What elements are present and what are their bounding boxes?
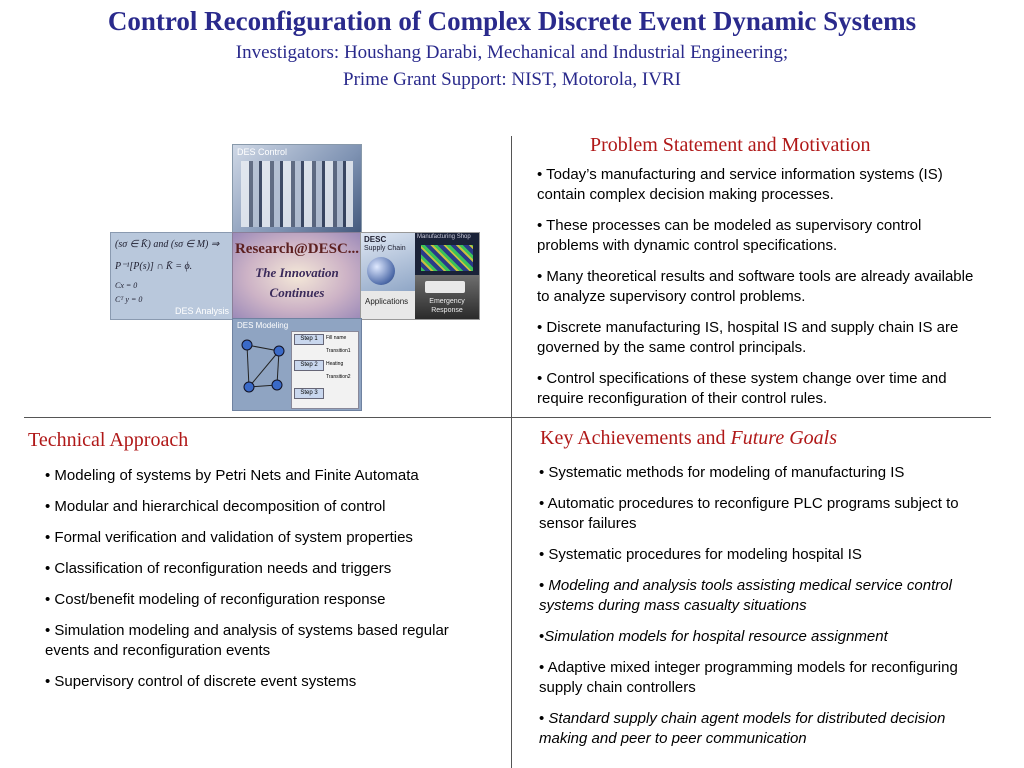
bullet: • (539, 577, 549, 594)
transition-1: Transition1 (326, 348, 351, 354)
bullet: • (539, 464, 549, 481)
emergency-panel (415, 275, 479, 319)
emergency-label: Emergency Response (429, 298, 465, 314)
list-item: • Modular and hierarchical decomposition of control (45, 498, 386, 515)
transition-2: Transition2 (326, 374, 351, 380)
des-modeling-label: DES Modeling (237, 321, 289, 330)
item-text: Adaptive mixed integer programming models for reconfiguring supply chain controllers (539, 659, 958, 696)
des-control-tile (232, 144, 362, 234)
math-line-3: Cx = 0 (115, 281, 138, 290)
bullet: • (539, 659, 548, 676)
list-item (539, 576, 979, 616)
manufacturing-label: Manufacturing Shop (417, 234, 471, 240)
approach-heading: Technical Approach (28, 429, 189, 451)
list-item: • Cost/benefit modeling of reconfiguration response (45, 591, 386, 608)
desc-label: DESC (364, 235, 387, 244)
list-item (539, 627, 979, 647)
math-line-2: P⁻¹[P(s)] ∩ K̄ = ϕ. (115, 261, 193, 272)
achievements-heading-italic: Future Goals (730, 427, 837, 449)
center-line-1: Research@DESC... (234, 241, 360, 257)
step-3: Step 3 (294, 388, 324, 399)
des-analysis-tile (110, 232, 234, 320)
list-item: • Today’s manufacturing and service information systems (IS) contain complex decision making processes. (537, 166, 943, 203)
center-line-3: Continues (269, 285, 325, 300)
list-item: • These processes can be modeled as supervisory control problems with dynamic control specifications. (537, 217, 922, 254)
bullet: • (539, 628, 545, 645)
approach-list (45, 466, 485, 703)
bullet: • (539, 710, 549, 727)
globe-icon (367, 257, 395, 285)
list-item: • Modeling of systems by Petri Nets and Finite Automata (45, 467, 419, 484)
item-text: Systematic procedures for modeling hospital IS (548, 546, 862, 563)
bullet: • (539, 546, 549, 563)
list-item (539, 658, 979, 698)
list-item: • Classification of reconfiguration needs and triggers (45, 560, 392, 577)
list-item (539, 545, 979, 565)
automaton-diagram (235, 333, 291, 407)
list-item: • Discrete manufacturing IS, hospital IS and supply chain IS are governed by the same control principals. (537, 319, 959, 356)
list-item (539, 494, 979, 534)
supply-chain-panel (361, 233, 415, 291)
list-item: • Supervisory control of discrete event systems (45, 673, 357, 690)
list-item: • Simulation modeling and analysis of systems based regular events and reconfiguration events (45, 622, 449, 659)
problem-heading: Problem Statement and Motivation (590, 134, 871, 156)
list-item (539, 709, 979, 749)
item-text: Simulation models for hospital resource assignment (544, 628, 888, 645)
achievements-list (539, 463, 979, 760)
center-tile (232, 232, 362, 320)
shop-floor-image (421, 245, 473, 271)
item-text: Automatic procedures to reconfigure PLC programs subject to sensor failures (539, 495, 959, 532)
applications-label: Applications (365, 297, 409, 306)
investigators-line: Investigators: Houshang Darabi, Mechanical and Industrial Engineering; (235, 42, 789, 63)
item-text: Standard supply chain agent models for distributed decision making and peer to peer communication (539, 710, 946, 747)
math-line-4: Cᵀ y = 0 (115, 295, 143, 304)
vertical-divider (511, 136, 512, 768)
des-control-label: DES Control (237, 147, 288, 157)
step-2: Step 2 (294, 360, 324, 371)
list-item: • Control specifications of these system change over time and require reconfiguration of their control rules. (537, 370, 947, 407)
grant-support-line: Prime Grant Support: NIST, Motorola, IVRI (343, 69, 681, 90)
des-modeling-tile (232, 318, 362, 411)
des-analysis-label: DES Analysis (174, 306, 229, 316)
ambulance-image (425, 281, 465, 293)
list-item: • Formal verification and validation of system properties (45, 529, 413, 546)
equipment-photo (241, 161, 353, 227)
list-item (539, 463, 979, 483)
research-collage (110, 144, 478, 409)
item-text: Modeling and analysis tools assisting medical service control systems during mass casualty situations (539, 577, 952, 614)
manufacturing-panel (415, 233, 479, 275)
petri-net-panel (291, 331, 359, 409)
supply-chain-label: Supply Chain (364, 245, 406, 252)
item-text: Systematic methods for modeling of manufacturing IS (548, 464, 905, 481)
bullet: • (539, 495, 548, 512)
achievements-heading (540, 427, 837, 450)
heating: Heating (326, 361, 344, 367)
problem-list (537, 165, 977, 420)
step-1: Step 1 (294, 334, 324, 345)
center-line-2: The Innovation (255, 265, 339, 280)
achievements-heading-plain: Key Achievements and (540, 427, 731, 449)
page-title: Control Reconfiguration of Complex Discrete Event Dynamic Systems (107, 6, 917, 36)
math-line-1: (sσ ∈ K̄) and (sσ ∈ M) ⇒ (115, 239, 220, 250)
fill-name: Fill name (326, 335, 347, 341)
list-item: • Many theoretical results and software tools are already available to analyze supervisory control problems. (537, 268, 974, 305)
applications-tile (360, 232, 480, 320)
